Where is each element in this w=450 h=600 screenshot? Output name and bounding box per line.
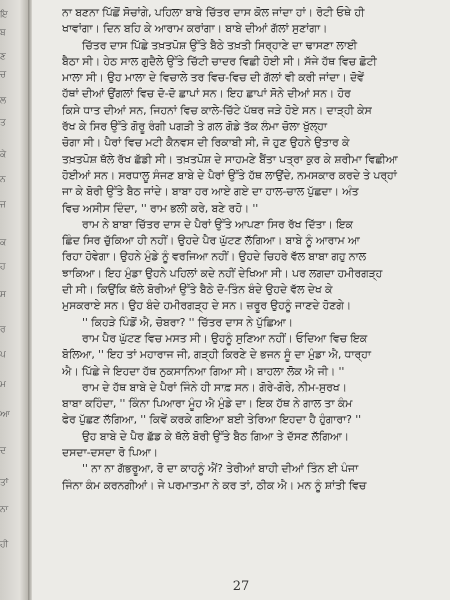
text-line: ਹੋਈਆਂ ਸਨ। ਸਰਧਾਲੂ ਸੰਜਣ ਬਾਬੇ ਦੇ ਪੈਰਾਂ ਉੱਤੇ ਹੱਥ ਲਾਉਂਦੇ, ਨਮਸਕਾਰ ਕਰਦੇ ਤੇ ਪਰ੍ਹਾਂ: [62, 168, 397, 182]
left-page-fragment: ਕੇ: [0, 150, 6, 160]
text-line: ਮਾਲਾ ਸੀ। ਉਹ ਮਾਲਾ ਦੇ ਵਿਚਾਲੇ ਤਰ ਵਿਚ-ਵਿਚ ਦੀ ਗੱਲਾਂ ਵੀ ਕਰੀ ਜਾਂਦਾ। ਦੋਵੇਂ: [62, 71, 364, 85]
text-line: ਨਾ ਬਣਨਾ ਪਿੱਛੋਂ ਸੋਚਾਂਗੇ, ਪਹਿਲਾ ਬਾਬੇ ਚਿੱਤਰ ਦਾਸ ਕੋਲ ਜਾਂਦਾ ਹਾਂ। ਰੋਟੀ ਓਥੇ ਹੀ: [62, 6, 365, 19]
text-line: ਜਾ ਕੇ ਬੋਰੀ ਉੱਤੇ ਬੈਠ ਜਾਂਦੇ। ਬਾਬਾ ਹਰ ਆਏ ਗਏ ਦਾ ਹਾਲ-ਚਾਲ ਪੁੱਛਦਾ। ਅੰਤ: [62, 185, 359, 199]
left-page-fragment: ਲ: [0, 96, 6, 106]
text-line: ਰਾਮ ਨੇ ਬਾਬਾ ਚਿੱਤਰ ਦਾਸ ਦੇ ਪੈਰਾਂ ਉੱਤੇ ਆਪਣਾ ਸਿਰ ਰੱਖ ਦਿੱਤਾ। ਇਕ: [82, 217, 353, 231]
left-page-fragment: ਚ: [0, 70, 6, 80]
left-page-fragment: ਮ: [0, 380, 6, 390]
text-line: ਫੇਰ ਪੁੱਛਣ ਲੱਗਿਆ, '' ਕਿਵੇਂ ਕਰਕੇ ਗਇਆ ਬਈ ਤੇਰਿਆ ਇਹਦਾ ਹੈ ਹੁੰਗਾਰਾ? '': [62, 413, 361, 427]
left-page-fragment: ਸ: [0, 290, 6, 300]
text-line: ਰਾਮ ਪੈਰ ਘੁੱਟਣ ਵਿਚ ਮਸਤ ਸੀ। ਉਹਨੂੰ ਸੁਣਿਆ ਨਹੀਂ। ਓਦਿਆ ਵਿਚ ਇਕ: [82, 331, 368, 345]
left-page-fragment: ਹੀ: [0, 540, 8, 550]
left-page-fragment: ਣ: [0, 52, 6, 62]
text-line: '' ਕਿਹੜੇ ਪਿੰਡੋਂ ਐ, ਚੋਬਰਾ? '' ਚਿੱਤਰ ਦਾਸ ਨੇ ਪੁੱਛਿਆ।: [82, 315, 293, 329]
text-line: ਬਾਬਾ ਕਹਿੰਦਾ, '' ਕਿੰਨਾ ਪਿਆਰਾ ਮੂੰਹ ਐ ਮੁੰਡੇ ਦਾ। ਇਕ ਹੱਥ ਨੇ ਗਾਲ ਤਾ ਕੰਮ: [62, 397, 353, 411]
text-line: ਦੀ ਸੀ। ਕਿਉਂਕਿ ਥੱਲੇ ਬੋਰੀਆਂ ਉੱਤੇ ਬੈਠੇ ਦੋ-ਤਿੰਨ ਬੰਦੇ ਉਹਦੇ ਵੱਲ ਦੇਖ ਕੇ: [62, 283, 333, 297]
text-line: ਛਿੰਦ ਸਿਰ ਚੁੱਕਿਆ ਹੀ ਨਹੀਂ। ਉਹਦੇ ਪੈਰ ਘੁੱਟਣ ਲੱਗਿਆ। ਬਾਬੇ ਨੂੰ ਆਰਾਮ ਆ: [62, 234, 360, 248]
left-page-fragment: ਹ: [0, 262, 6, 272]
text-line: ਚਿੱਤਰ ਦਾਸ ਪਿੱਛੇ ਤਖ਼ਤਪੋਸ਼ ਉੱਤੇ ਬੈਠੇ ਤਖ਼ਤੀ ਸਿਰ੍ਹਾਣੇ ਦਾ ਢਾਸਣਾ ਲਾਈ: [82, 38, 357, 52]
left-page-fragment: ਨਾ: [0, 505, 8, 515]
left-page-fragment: ਦ: [0, 446, 6, 456]
page-body-text: [62, 5, 440, 494]
text-line: ਜਿੰਨਾ ਕੰਮ ਕਰਨਗੀਆਂ। ਜੇ ਪਰਮਾਤਮਾ ਨੇ ਕਰ ਤਾਂ, ਠੀਕ ਐ। ਮਨ ਨੂੰ ਸ਼ਾਂਤੀ ਵਿਚ: [62, 478, 367, 492]
text-line: ਬੋਲਿਆ, '' ਇਹ ਤਾਂ ਮਹਾਰਾਜ ਜੀ, ਗੜ੍ਹੀ ਕਿਰਣੇ ਦੇ ਭਜਨ ਸੂੰ ਦਾ ਮੁੰਡਾ ਐ, ਧਾਰ੍ਹਾ: [62, 348, 371, 362]
text-line: ਵਿਚ ਅਸੀਸ ਦਿੰਦਾ, '' ਰਾਮ ਭਲੀ ਕਰੇ, ਬਣੇ ਰਹੋ। '': [62, 201, 259, 215]
left-page-fragment: ਨ: [0, 175, 6, 185]
left-page-fragment: ਤਾਂ: [0, 478, 9, 488]
text-line: ਝਾਕਿਆ। ਇਹ ਮੁੰਡਾ ਉਹਨੇ ਪਹਿਲਾਂ ਕਦੇ ਨਹੀਂ ਦੇਖਿਆ ਸੀ। ਪਰ ਲਗਦਾ ਹਮੀਰਗੜ੍ਹ: [62, 266, 383, 280]
left-page-fragment: ਆ: [0, 410, 10, 420]
text-line: ਰਿਹਾ ਹੋਵੇਗਾ। ਉਹਨੇ ਮੁੰਡੇ ਨੂੰ ਵਰਜਿਆ ਨਹੀਂ। ਉਹਦੇ ਚਿਹਰੇ ਵੱਲ ਬਾਬਾ ਗਹੁ ਨਾਲ: [62, 250, 366, 264]
left-page-fragment: ਕ: [0, 238, 6, 248]
page-number: 27: [232, 579, 250, 594]
left-page-fragment: ਬ: [0, 28, 6, 38]
text-line: ਤਖ਼ਤਪੋਸ਼ ਥੱਲੇ ਰੱਖ ਛੱਡੀ ਸੀ। ਤਖ਼ਤਪੋਸ਼ ਦੇ ਸਾਹਮਣੇ ਬੈਂਤਾ ਪਤ੍ਰਾ ਕੁਰ ਕੇ ਸ਼ਰੀਮਾ ਵਿਛੀਆ: [62, 152, 398, 166]
book-page: [32, 0, 450, 600]
text-line: '' ਨਾ ਨਾ ਗੱਭਰੂਆ, ਰੋ ਦਾ ਕਾਹਨੂੰ ਐਂ? ਤੇਰੀਆਂ ਬਾਹੀ ਦੀਆਂ ਤਿੰਨ ਈ ਪੰਜਾ: [82, 462, 359, 476]
text-line: ਉਹ ਬਾਬੇ ਦੇ ਪੈਰ ਛੱਡ ਕੇ ਥੱਲੇ ਬੋਰੀ ਉੱਤੇ ਬੈਠ ਗਿਆ ਤੇ ਦੱਸਣ ਲੱਗਿਆ।: [82, 429, 349, 443]
left-page-fragment: ਤ: [0, 118, 6, 128]
text-line: ਬੈਠਾ ਸੀ। ਹੇਠ ਸਾਲ ਗੁਦੈਲੇ ਉੱਤੇ ਚਿੱਟੀ ਚਾਦਰ ਵਿਛੀ ਹੋਈ ਸੀ। ਸੱਜੇ ਹੱਥ ਵਿਚ ਛੋਟੀ: [62, 54, 377, 68]
text-line: ਦਸਦਾ-ਦਸਦਾ ਰੋ ਪਿਆ।: [62, 446, 158, 460]
left-page-fragment: ਜ: [0, 200, 6, 210]
text-line: ਚੋਗਾ ਸੀ। ਪੈਰਾਂ ਵਿਚ ਮਟੀ ਕੈਨਵਸ ਦੀ ਰਿਕਾਬੀ ਸੀ, ਜੋ ਹੁਣ ਉਹਨੇ ਉਤਾਰ ਕੇ: [62, 136, 350, 150]
text-line: ਕਿਸੇ ਧਾਤ ਦੀਆਂ ਸਨ, ਜਿਹਨਾਂ ਵਿਚ ਕਾਲੇ-ਚਿੱਟੇ ਪੱਥਰ ਜੜੇ ਹੋਏ ਸਨ। ਦਾੜ੍ਹੀ ਕੇਸ: [62, 103, 372, 117]
text-line: ਖਾਵਾਂਗਾ। ਦਿਨ ਬਹਿ ਕੇ ਆਰਾਮ ਕਰਾਂਗਾ। ਬਾਬੇ ਦੀਆਂ ਗੱਲਾਂ ਸੁਣਾਂਗਾ।: [62, 22, 328, 36]
left-page-fragment: ਰ: [0, 325, 6, 335]
text-line: ਐ। ਪਿੱਛੇ ਜੇ ਇਹਦਾ ਹੱਥ ਨੁਕਸਾਨਿਆ ਗਿਆ ਸੀ। ਬਾਹਲਾ ਲੋਕ ਐ ਜੀ। '': [62, 364, 345, 378]
left-page-fragment: ਪ: [0, 350, 6, 360]
left-page-fragment: ਇ: [0, 10, 8, 20]
text-line: ਮੁਸਕਰਾਏ ਸਨ। ਉਹ ਬੰਦੇ ਹਮੀਰਗੜ੍ਹ ਦੇ ਸਨ। ਜ਼ਰੂਰ ਉਹਨੂੰ ਜਾਣਦੇ ਹੋਣਗੇ।: [62, 299, 352, 313]
text-line: ਹੱਥਾਂ ਦੀਆਂ ਉਂਗਲਾਂ ਵਿਚ ਦੋ-ਦੋ ਛਾਪਾਂ ਸਨ। ਇਹ ਛਾਪਾਂ ਸੋਨੇ ਦੀਆਂ ਸਨ। ਹੋਰ: [62, 87, 351, 101]
text-line: ਰੱਖ ਕੇ ਸਿਰ ਉੱਤੇ ਗੋਰੂ ਰੰਗੀ ਪਗੜੀ ਤੇ ਗਲ ਗੋਡੇ ਤੱਕ ਲੰਮਾ ਚੋਲਾ ਖੁੱਲ੍ਹਾ: [62, 120, 327, 134]
adjacent-page-edge: [0, 0, 28, 600]
text-line: ਰਾਮ ਦੇ ਹੱਥ ਬਾਬੇ ਦੇ ਪੈਰਾਂ ਜਿੰਨੇ ਹੀ ਸਾਫ਼ ਸਨ। ਗੋਰੇ-ਗੋਰੇ, ਨੀਮ-ਸੁਰਖ।: [82, 380, 347, 394]
